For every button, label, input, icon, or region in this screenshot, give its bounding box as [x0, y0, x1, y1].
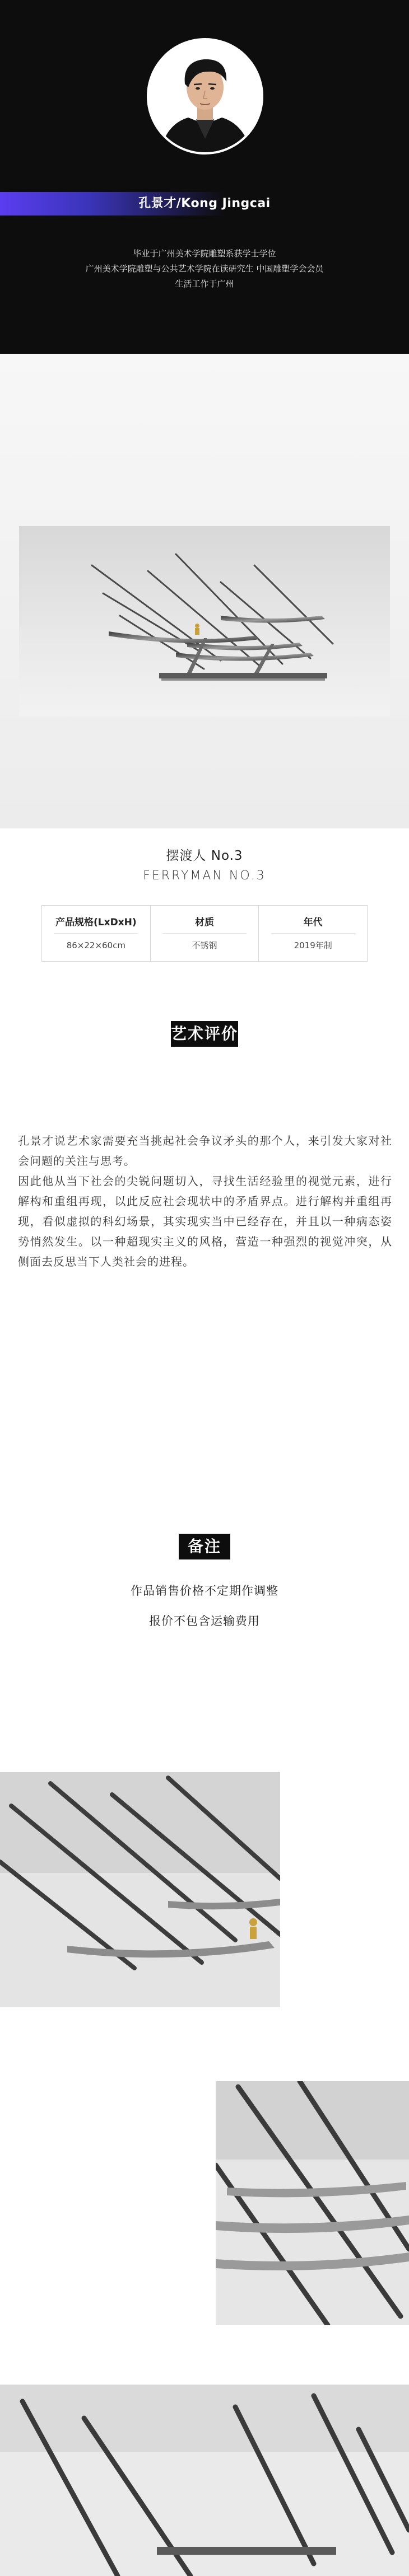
spec-table [41, 905, 368, 962]
note-line: 报价不包含运输费用 [149, 1614, 260, 1628]
artist-name: 孔景才/Kong Jingcai [138, 196, 271, 210]
spec-divider [271, 933, 355, 934]
spec-divider [54, 933, 138, 934]
spec-header: 产品规格(LxDxH) [55, 917, 137, 928]
review-paragraph: 孔景才说艺术家需要充当挑起社会争议矛头的那个人，来引发大家对社会问题的关注与思考。 [18, 1134, 392, 1168]
spec-header: 年代 [303, 917, 323, 928]
artist-bio [0, 246, 409, 292]
bio-line: 生活工作于广州 [175, 279, 234, 289]
artist-header [0, 0, 409, 354]
artist-avatar [147, 38, 263, 154]
spec-column-material [151, 906, 259, 961]
spec-divider [162, 933, 247, 934]
spec-value: 86×22×60cm [66, 940, 126, 950]
review-heading: 艺术评价 [171, 1021, 238, 1047]
sculpture-detail-photo-3 [0, 2385, 409, 2576]
bio-line: 毕业于广州美术学院雕塑系获学士学位 [133, 249, 276, 259]
spec-value: 不锈钢 [192, 940, 217, 950]
review-paragraph: 因此他从当下社会的尖锐问题切入，寻找生活经验里的视觉元素，进行解构和重组再现，以此反应社会现状中的矛盾界点。进行解构并重组再现，看似虚拟的科幻场景，其实现实当中已经存在，并且以一种病态姿势悄然发生。以一种超现实主义的风格，营造一种强烈的视觉冲突，从侧面去反思当下人类社会的进程。 [18, 1174, 392, 1268]
sculpture-detail-photo-1 [0, 1772, 280, 2007]
spec-header: 材质 [195, 917, 214, 928]
work-subtitle: FERRYMAN NO.3 [143, 869, 266, 883]
spec-column-size [42, 906, 151, 961]
spec-column-year [259, 906, 367, 961]
sculpture-detail-photo-2 [216, 2081, 409, 2325]
work-title: 摆渡人 No.3 [166, 849, 243, 863]
note-line: 作品销售价格不定期作调整 [131, 1584, 278, 1598]
notes-heading: 备注 [179, 1534, 230, 1559]
bio-line: 广州美术学院雕塑与公共艺术学院在读研究生 中国雕塑学会会员 [85, 264, 324, 274]
sculpture-photo-main [19, 526, 390, 716]
spec-value: 2019年制 [294, 940, 332, 950]
review-text [18, 1131, 392, 1272]
